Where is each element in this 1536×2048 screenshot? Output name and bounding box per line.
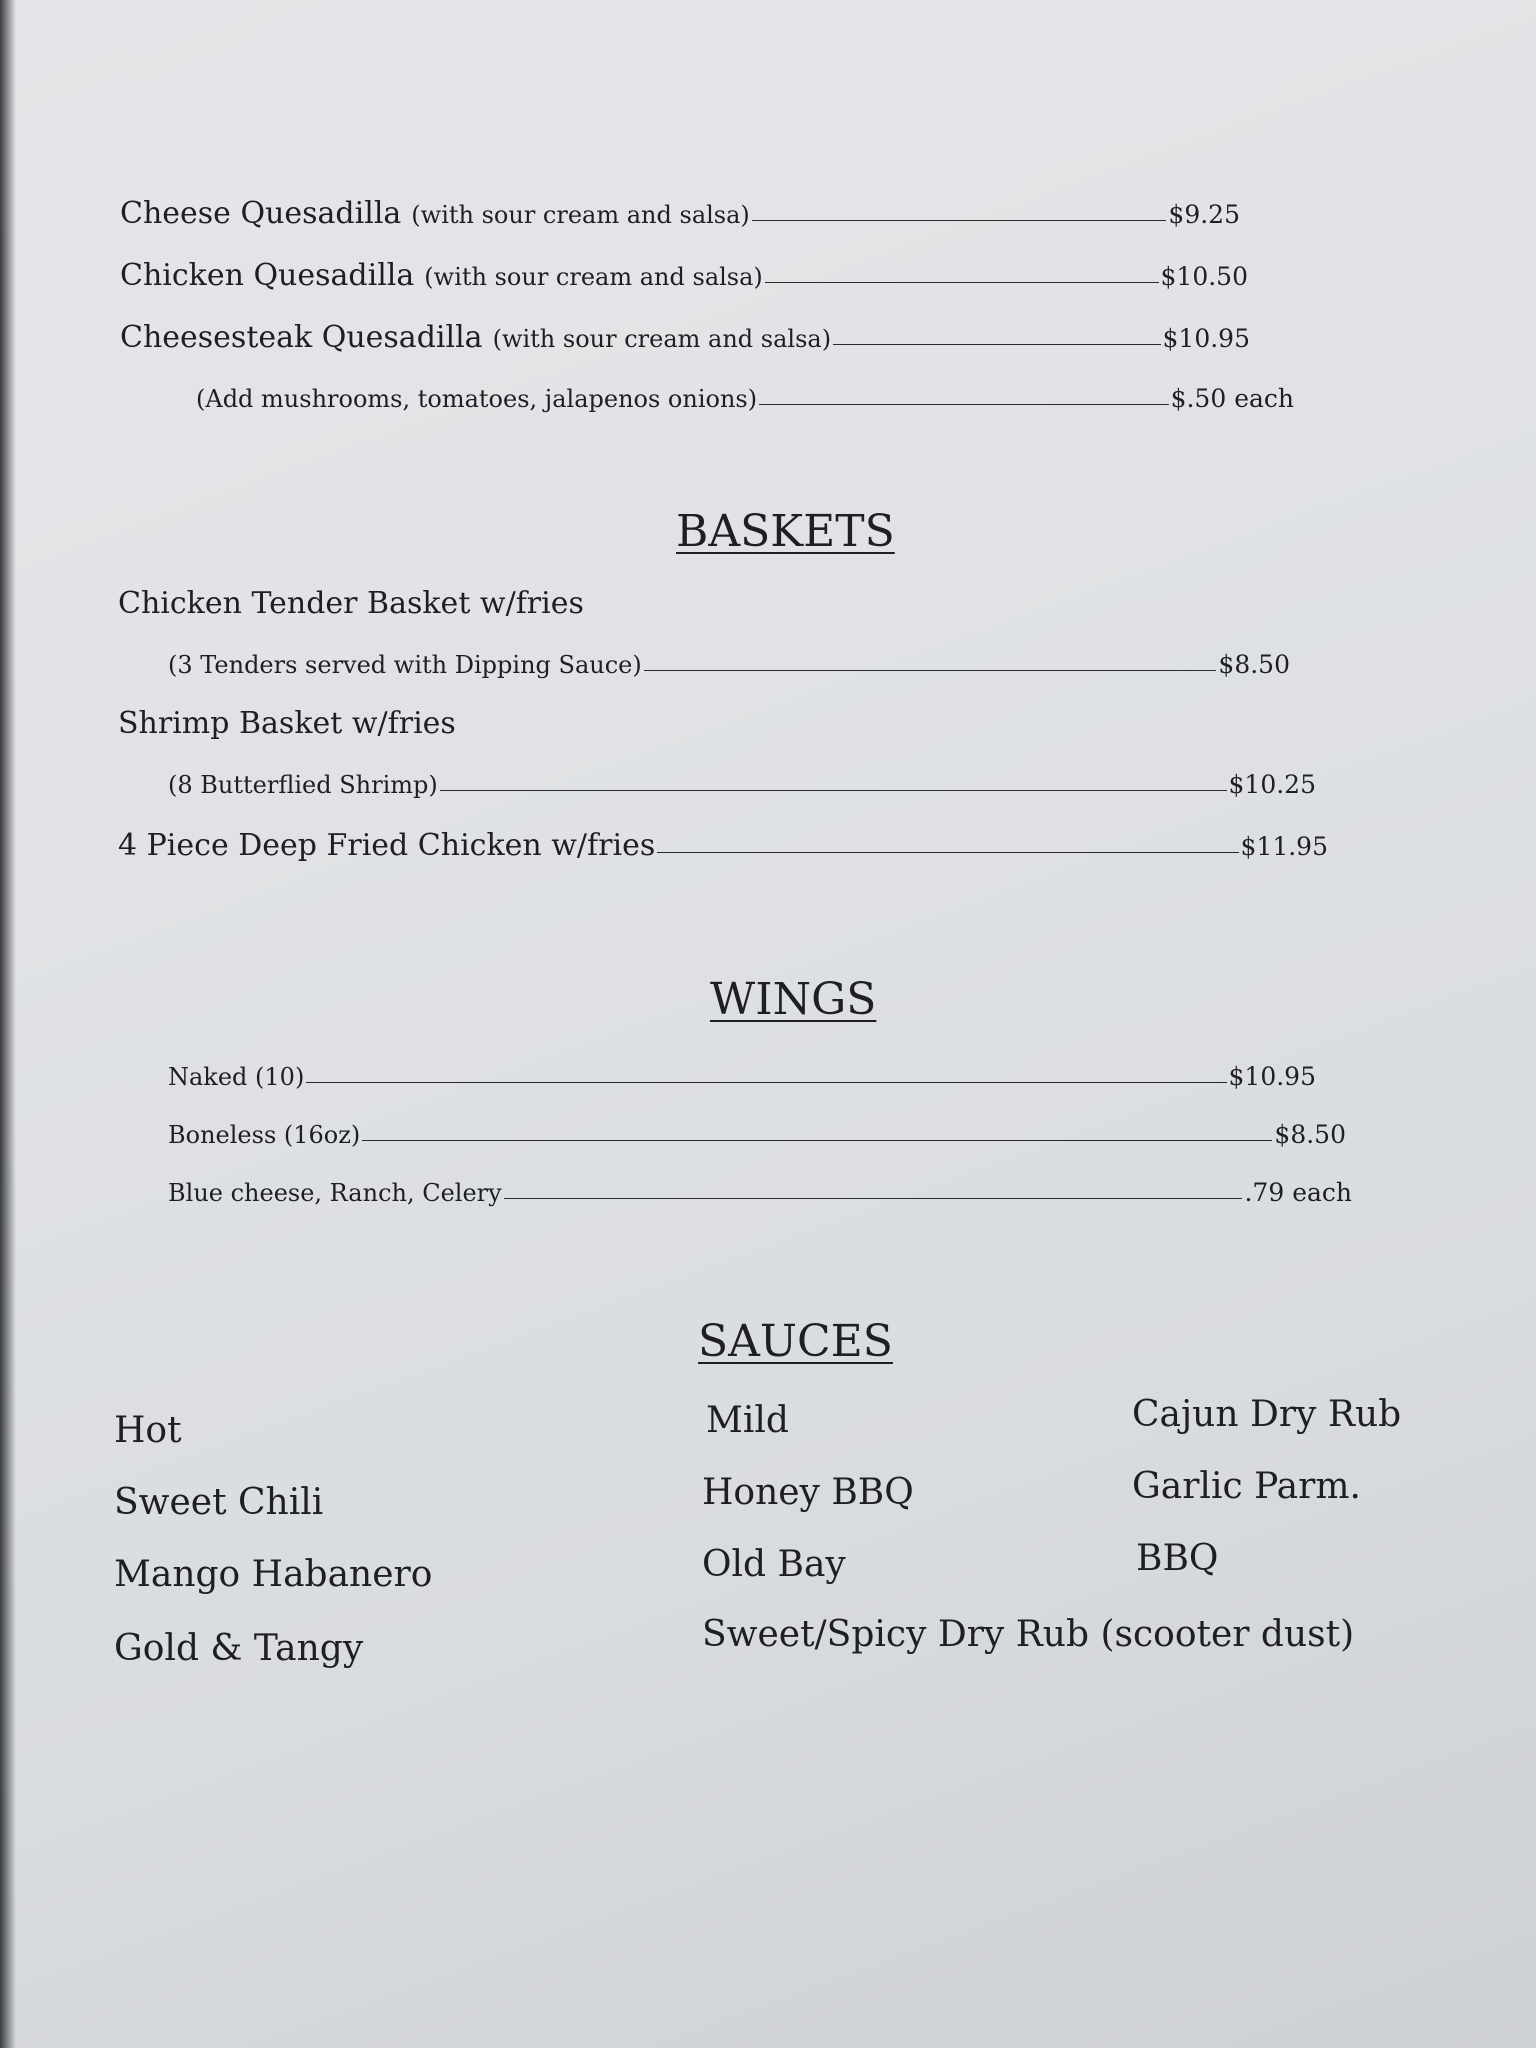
item-name: Chicken Quesadilla [120, 258, 415, 293]
leader-line [657, 852, 1238, 853]
item-name: Cheese Quesadilla [120, 196, 402, 231]
menu-item-fried-chicken [118, 828, 1328, 863]
sauce-sweet-chili: Sweet Chili [114, 1482, 324, 1523]
item-detail: (3 Tenders served with Dipping Sauce) [168, 651, 642, 679]
sauce-garlic-parm: Garlic Parm. [1132, 1466, 1361, 1507]
menu-item-cheese-quesadilla [120, 196, 1240, 231]
menu-item-naked-wings [168, 1062, 1316, 1091]
item-name: Boneless (16oz) [168, 1121, 361, 1149]
section-heading-sauces: SAUCES [698, 1316, 893, 1367]
menu-item-chicken-tender-detail [168, 650, 1290, 679]
leader-line [362, 1140, 1272, 1141]
item-name: Cheesesteak Quesadilla [120, 320, 483, 355]
item-name: Blue cheese, Ranch, Celery [168, 1179, 502, 1207]
item-price: $8.50 [1274, 1120, 1346, 1149]
menu-item-chicken-quesadilla [120, 258, 1248, 293]
menu-item-boneless-wings [168, 1120, 1346, 1149]
item-detail: (with sour cream and salsa) [411, 201, 750, 229]
item-name: 4 Piece Deep Fried Chicken w/fries [118, 828, 656, 863]
item-price: $8.50 [1218, 650, 1290, 679]
item-price: $11.95 [1240, 832, 1328, 861]
leader-line [765, 282, 1159, 283]
item-price: $10.50 [1160, 262, 1248, 291]
menu-item-shrimp-detail [168, 770, 1316, 799]
item-detail: (with sour cream and salsa) [424, 263, 763, 291]
sauce-mild: Mild [706, 1400, 789, 1441]
sauce-sweet-spicy-dry-rub: Sweet/Spicy Dry Rub (scooter dust) [702, 1614, 1355, 1655]
item-detail: (with sour cream and salsa) [492, 325, 832, 353]
item-name: Chicken Tender Basket w/fries [118, 586, 584, 621]
addons-price: $.50 each [1170, 384, 1294, 413]
sauce-gold-tangy: Gold & Tangy [114, 1628, 364, 1669]
leader-line [752, 220, 1167, 221]
item-name: Naked (10) [168, 1063, 305, 1091]
leader-line [440, 790, 1227, 791]
item-price: $10.95 [1162, 324, 1250, 353]
item-price: $10.95 [1228, 1062, 1316, 1091]
leader-line [759, 404, 1168, 405]
sauce-honey-bbq: Honey BBQ [702, 1472, 914, 1513]
sauce-mango-habanero: Mango Habanero [114, 1554, 433, 1595]
menu-addons [196, 384, 1294, 413]
item-detail: (8 Butterflied Shrimp) [168, 771, 438, 799]
leader-line [306, 1082, 1226, 1083]
menu-item-shrimp-basket [118, 706, 456, 741]
section-heading-wings: WINGS [710, 974, 877, 1025]
item-name: Shrimp Basket w/fries [118, 706, 456, 741]
item-price: $10.25 [1228, 770, 1316, 799]
item-price: .79 each [1244, 1178, 1352, 1207]
leader-line [644, 670, 1217, 671]
menu-item-chicken-tender-basket [118, 586, 584, 621]
menu-item-wing-sides [168, 1178, 1352, 1207]
sauce-bbq: BBQ [1136, 1538, 1219, 1579]
sauce-old-bay: Old Bay [702, 1544, 846, 1585]
section-heading-baskets: BASKETS [676, 506, 895, 557]
sauce-hot: Hot [114, 1410, 182, 1451]
menu-item-cheesesteak-quesadilla [120, 320, 1250, 355]
item-price: $9.25 [1168, 200, 1240, 229]
leader-line [833, 344, 1160, 345]
sauce-cajun-dry-rub: Cajun Dry Rub [1132, 1394, 1402, 1435]
addons-text: (Add mushrooms, tomatoes, jalapenos onions) [196, 385, 758, 413]
leader-line [504, 1198, 1243, 1199]
